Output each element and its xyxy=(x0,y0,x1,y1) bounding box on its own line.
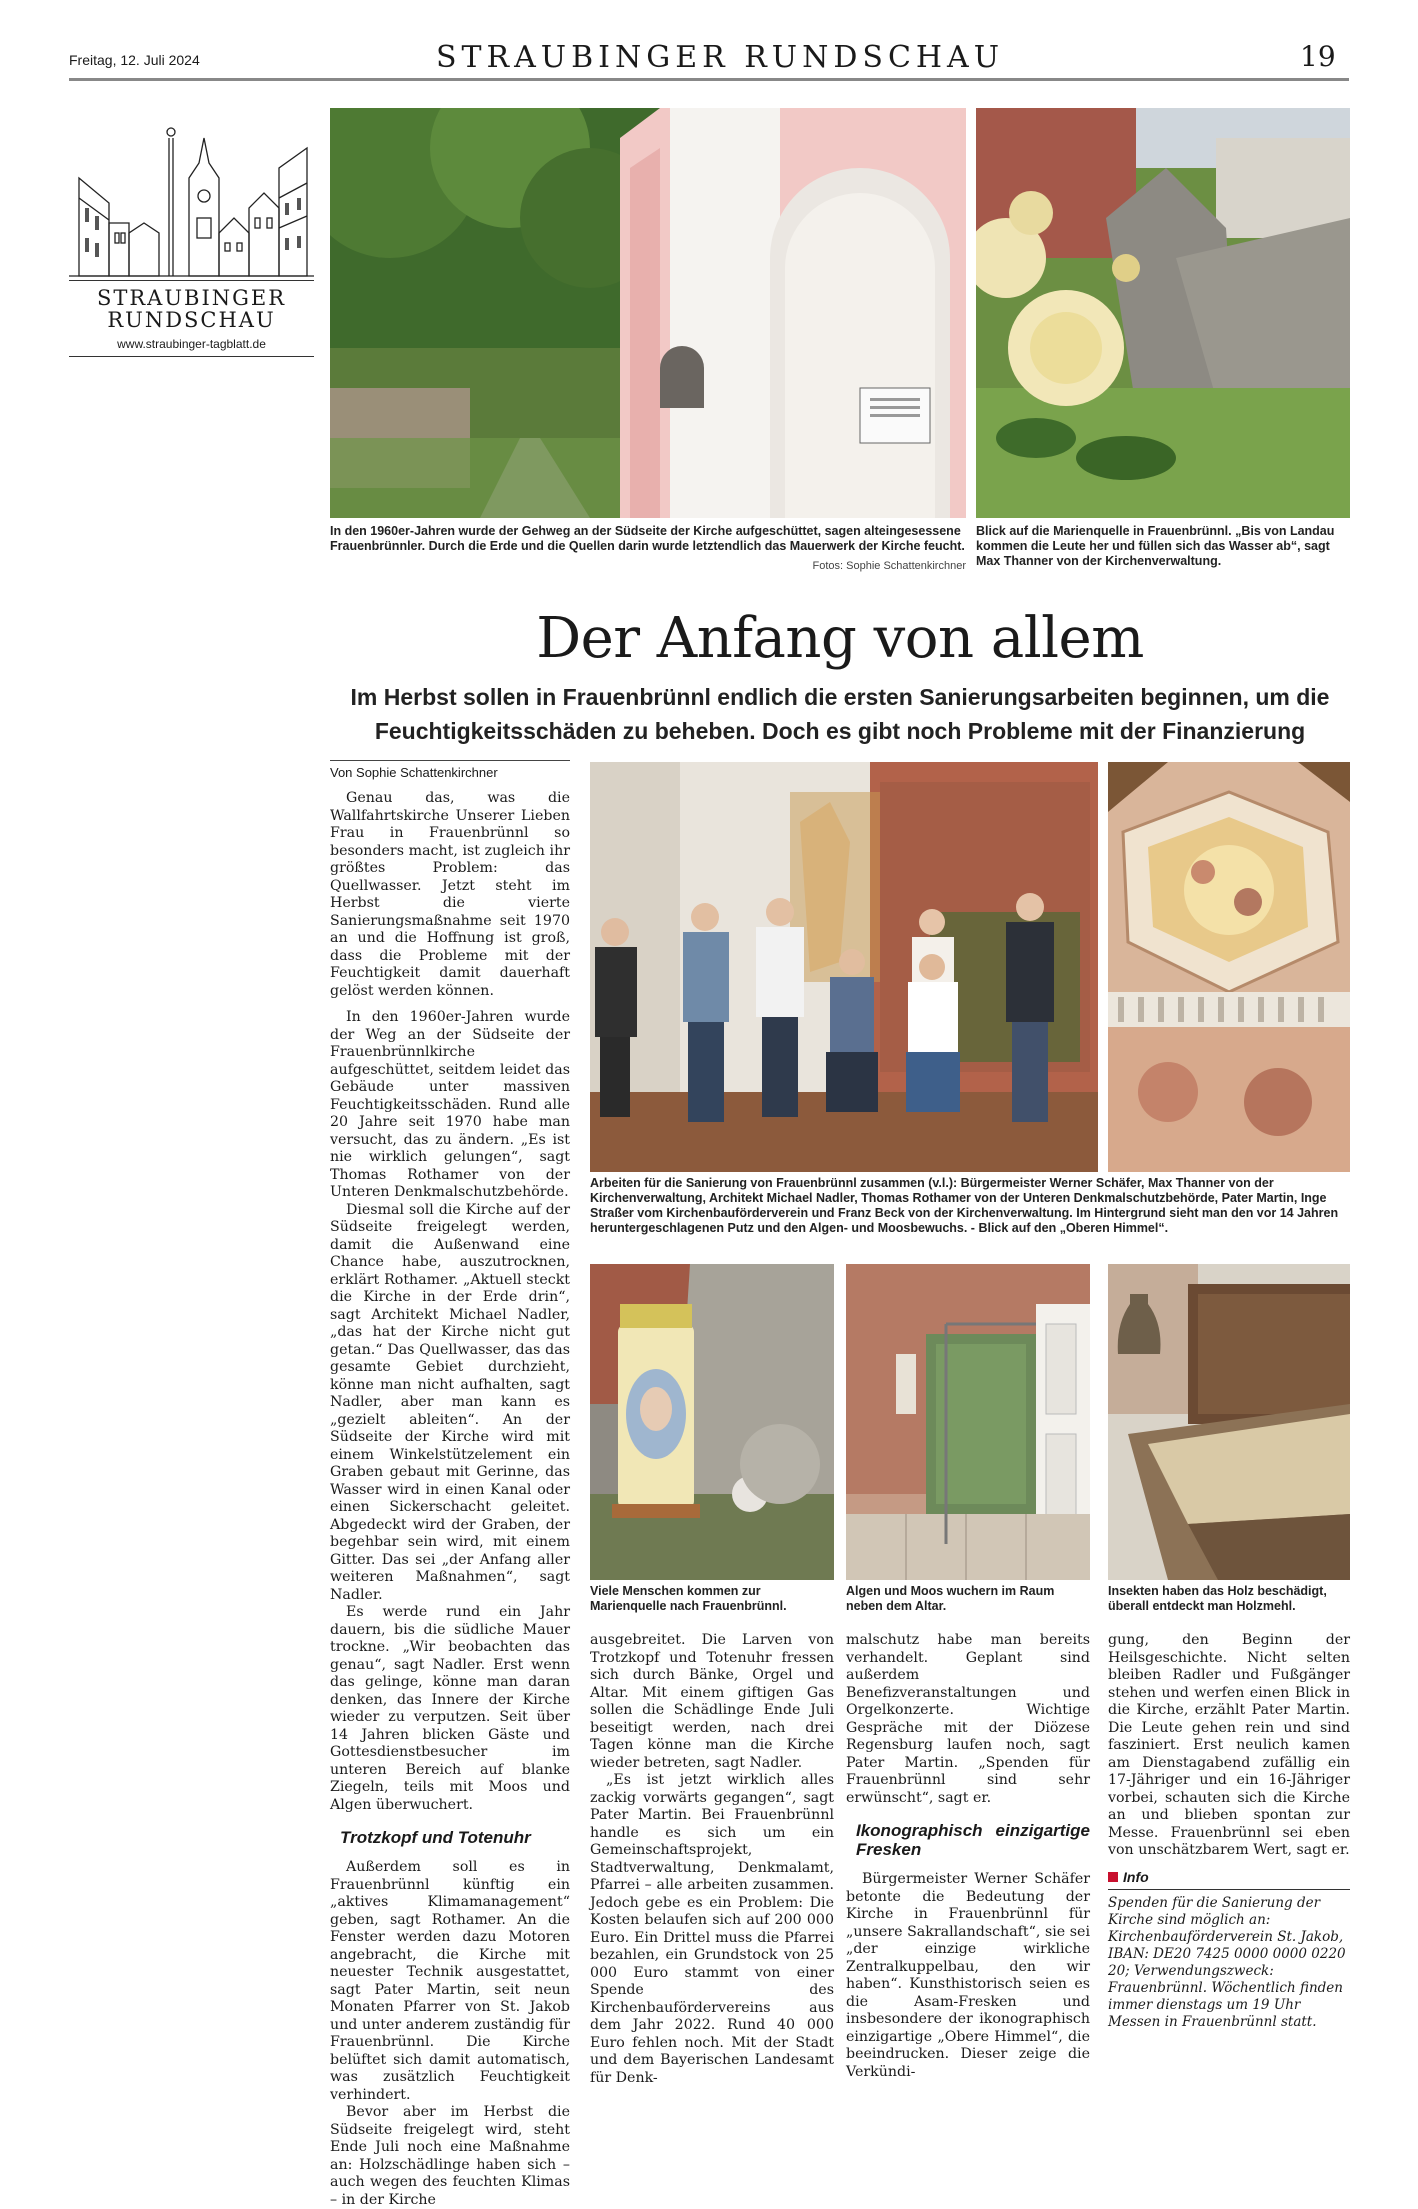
page-number: 19 xyxy=(1300,40,1336,73)
article-column-2 xyxy=(590,1632,834,2086)
top-left-caption: In den 1960er-Jahren wurde der Gehweg an der Südseite der Kirche aufgeschüttet, sagen alteingesessene Frauenbrünnler. Durch die Erde und die Quellen darin wurde letztendlich das Mauerwerk der Kirche feucht. xyxy=(330,524,965,553)
paragraph: Bürgermeister Werner Schäfer betonte die Bedeutung der Kirche in Frauenbrünnl für „unsere Sakrallandschaft“, sie sei „der einzige wirkliche Zentralkuppelbau, den wir haben“. Kunsthistorisch seien es die Asam-Fresken und insbesondere der ikonographisch einzigartige „Obere Himmel“, die beeindrucken. Dieser zeige die Verkündi- xyxy=(846,1871,1090,2080)
header-rule xyxy=(69,78,1349,81)
group-caption: Arbeiten für die Sanierung von Frauenbrünnl zusammen (v.l.): Bürgermeister Werner Schäfer, Max Thanner von der Kirchenverwaltung, Architekt Michael Nadler, Thomas Rothamer von der Unteren Denkmalschutzbehörde, Pater Martin, Inge Straßer vom Kirchenbauförderverein und Franz Beck von der Kirchenverwaltung. Im Hintergrund sieht man den vor 14 Jahren heruntergeschlagenen Putz und den Algen- und Moosbewuchs. - Blick auf den „Oberen Himmel“. xyxy=(590,1176,1339,1235)
logo-wordmark xyxy=(69,287,314,331)
photo-credit: Fotos: Sophie Schattenkirchner xyxy=(812,560,966,572)
website-url[interactable]: www.straubinger-tagblatt.de xyxy=(117,337,266,351)
logo-line-2: RUNDSCHAU xyxy=(107,308,276,332)
paragraph: Genau das, was die Wallfahrtskirche Unserer Lieben Frau in Frauenbrünnl so besonders macht, ist zugleich ihr größtes Problem: das Quellwasser. Jetzt steht im Herbst die vierte Sanierungsmaßnahme seit 1970 an und die Hoffnung ist groß, dass die Probleme mit der Feuchtigkeit damit dauerhaft gelöst werden können. xyxy=(330,790,570,999)
logo-line-1: STRAUBINGER xyxy=(96,286,287,310)
info-box-header xyxy=(1108,1869,1350,1891)
article-subheadline: Im Herbst sollen in Frauenbrünnl endlich die ersten Sanierungsarbeiten beginnen, um die Feuchtigkeitsschäden zu beheben. Doch es gibt noch Probleme mit der Finanzierung xyxy=(350,684,1330,744)
article-column-4 xyxy=(1108,1632,1350,2042)
logo-rule xyxy=(69,280,314,281)
paragraph: malschutz habe man bereits verhandelt. Geplant sind außerdem Benefizveranstaltungen und Orgelkonzerte. Wichtige Gespräche mit der Diözese Regensburg laufen noch, sagt Pater Martin. „Spenden für Frauenbrünnl sind sehr erwünscht“, sagt er. xyxy=(846,1632,1090,1806)
paragraph: ausgebreitet. Die Larven von Trotzkopf und Totenuhr fressen sich durch Bänke, Orgel und Altar. Mit einem giftigen Gas sollen die Schädlinge Ende Juli beseitigt werden, nach drei Tagen könne man die Kirche wieder betreten, sagt Nadler. xyxy=(590,1632,834,1771)
section-heading: Ikonographisch einzigartige Fresken xyxy=(856,1821,1090,1859)
paragraph: Bevor aber im Herbst die Südseite freigelegt wird, steht Ende Juli noch eine Maßnahme an: Holzschädlinge haben sich – auch wegen des feuchten Klimas – in der Kirche xyxy=(330,2104,570,2208)
church-south-side-photo xyxy=(330,108,966,518)
wooden-pew-photo xyxy=(1108,1264,1350,1580)
marienquelle-roses-photo xyxy=(976,108,1350,518)
article-headline: Der Anfang von allem xyxy=(536,606,1144,671)
bottom-caption-2: Algen und Moos wuchern im Raum neben dem Altar. xyxy=(846,1584,1055,1613)
paragraph: In den 1960er-Jahren wurde der Weg an der Südseite der Frauenbrünnlkirche aufgeschüttet, seitdem leidet das Gebäude unter massiven Feuchtigkeitsschäden. Rund alle 20 Jahre seit 1970 habe man versucht, das zu ändern. „Es ist nie wirklich gelungen“, sagt Thomas Rothamer von der Unteren Denkmalschutzbehörde. xyxy=(330,1009,570,1200)
paragraph: „Es ist jetzt wirklich alles zackig vorwärts gegangen“, sagt Pater Martin. Bei Frauenbrünnl handle es sich um ein Gemeinschaftsprojekt, Stadtverwaltung, Denkmalamt, Pfarrei – alle arbeiten zusammen. Jedoch gebe es ein Problem: Die Kosten belaufen sich auf 200 000 Euro. Ein Drittel muss die Pfarrei bezahlen, ein Grundstock von 25 000 Euro stammt von einer Spende des Kirchenbaufördervereins aus dem Jahr 2022. Rund 40 000 Euro fehlen noch. Mit der Stadt und dem Bayerischen Landesamt für Denk- xyxy=(590,1772,834,2086)
paragraph: Außerdem soll es in Frauenbrünnl künftig ein „aktives Klimamanagement“ geben, sagt Rothamer. An die Fenster werden dazu Motoren angebracht, die Kirche mit neuester Technik ausgestattet, sagt Pater Martin, seit neun Monaten Pfarrer von St. Jakob und unter anderem zuständig für Frauenbrünnl. Die Kirche belüftet sich damit automatisch, was zusätzlich Feuchtigkeit verhindert. xyxy=(330,1859,570,2103)
bottom-caption-1: Viele Menschen kommen zur Marienquelle nach Frauenbrünnl. xyxy=(590,1584,787,1613)
info-square-icon xyxy=(1108,1872,1118,1882)
paragraph: gung, den Beginn der Heilsgeschichte. Nicht selten bleiben Radler und Fußgänger stehen und werfen einen Blick in die Kirche, erzählt Pater Martin. Die Leute gehen rein und sind fasziniert. Erst neulich kamen am Dienstagabend zufällig ein 17-Jähriger und ein 16-Jähriger vorbei, schauten sich die Kirche an und blieben spontan zur Messe. Frauenbrünnl sei eben von unschätzbarem Wert, sagt er. xyxy=(1108,1632,1350,1858)
paragraph: Es werde rund ein Jahr dauern, bis die südliche Mauer trockne. „Wir beobachten das genau“, sagt Nadler. Erst wenn das gelinge, könne man daran denken, das Innere der Kirche wieder zu verputzen. Seit über 14 Jahren blicken Gäste und Gottesdienstbesucher im unteren Bereich auf blanke Ziegeln, teils mit Moos und Algen überwuchert. xyxy=(330,1604,570,1813)
logo-rule xyxy=(69,356,314,357)
article-column-3 xyxy=(846,1632,1090,2080)
article-column-1 xyxy=(330,790,570,2208)
group-photo xyxy=(590,762,1098,1172)
moss-room-photo xyxy=(846,1264,1090,1580)
bottom-caption-3: Insekten haben das Holz beschädigt, überall entdeckt man Holzmehl. xyxy=(1108,1584,1327,1613)
article-byline: Von Sophie Schattenkirchner xyxy=(330,760,570,780)
issue-date: Freitag, 12. Juli 2024 xyxy=(69,52,200,68)
top-right-caption: Blick auf die Marienquelle in Frauenbrünnl. „Bis von Landau kommen die Leute her und füllen sich das Wasser ab“, sagt Max Thanner von der Kirchenverwaltung. xyxy=(976,524,1335,568)
info-label: Info xyxy=(1123,1868,1149,1885)
info-box-text: Spenden für die Sanierung der Kirche sind möglich an: Kirchenbauförderverein St. Jakob, IBAN: DE20 7425 0000 0000 0220 20; Verwendungszweck: Frauenbrünnl. Wöchentlich finden immer dienstags um 19 Uhr Messen in Frauenbrünnl statt. xyxy=(1108,1895,1346,2030)
section-heading: Trotzkopf und Totenuhr xyxy=(340,1828,531,1847)
newspaper-title: STRAUBINGER RUNDSCHAU xyxy=(435,40,1005,75)
paragraph: Diesmal soll die Kirche auf der Südseite freigelegt werden, damit die Außenwand eine Chance habe, auszutrocknen, erklärt Rothamer. „Aktuell steckt die Kirche in der Erde drin“, sagt Architekt Michael Nadler, „das hat der Kirche nicht gut getan.“ Das Quellwasser, das das gesamte Gebiet durchzieht, könne man nicht aufhalten, sagt Nadler, aber man kann es „gezielt ableiten“. An der Südseite der Kirche wird mit einem Winkelstützelement ein Graben gebaut mit Gerinne, das Wasser wird in einen Kanal oder einen Sickerschacht geleitet. Abgedeckt wird der Graben, der begehbar sein wird, mit einem Gitter. Das sei „der Anfang aller weiteren Maßnahmen“, sagt Nadler. xyxy=(330,1201,570,1603)
candle-marienquelle-photo xyxy=(590,1264,834,1580)
ceiling-fresco-photo xyxy=(1108,762,1350,1172)
